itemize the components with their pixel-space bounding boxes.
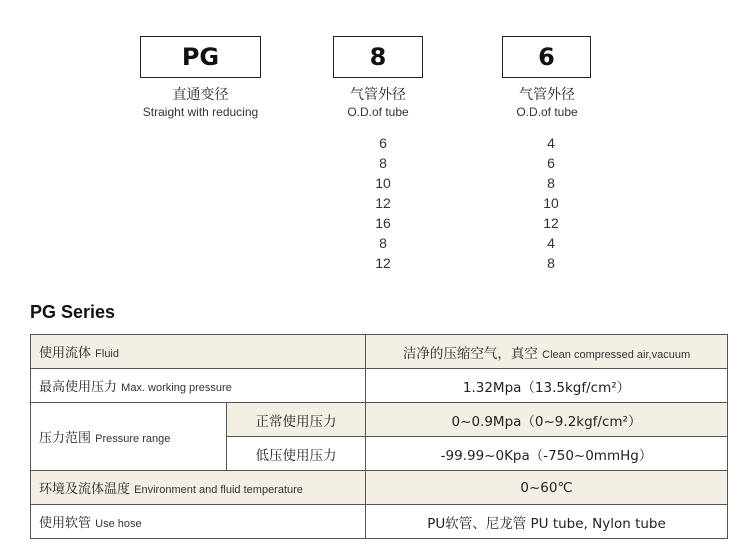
table-row-hose <box>31 505 728 539</box>
size-list-od2 <box>521 133 581 273</box>
code-box-od1 <box>333 36 423 78</box>
size-value: 8 <box>379 155 387 171</box>
temperature-label-cn: 环境及流体温度 <box>39 482 131 497</box>
label-en: O.D.of tube <box>516 105 578 119</box>
fluid-value-cn: 洁净的压缩空气，真空 <box>402 345 538 362</box>
code-box-pg <box>140 36 261 78</box>
label-cn: 气管外径 <box>350 87 406 103</box>
series-title: PG Series <box>30 302 116 322</box>
fluid-label-en: Fluid <box>95 348 119 360</box>
label-cn: 气管外径 <box>519 87 575 103</box>
normal-pressure-label: 正常使用压力 <box>227 403 366 437</box>
max-pressure-label-cn: 最高使用压力 <box>39 380 118 395</box>
table-row-max-pressure <box>31 369 728 403</box>
code-label-od1 <box>318 86 438 120</box>
size-value: 16 <box>375 215 391 231</box>
size-value: 8 <box>379 235 387 251</box>
spec-table <box>30 334 728 539</box>
fluid-label-cn: 使用流体 <box>39 346 92 361</box>
label-en: Straight with reducing <box>142 105 259 119</box>
code-label-od2 <box>487 86 607 120</box>
size-list-od1 <box>353 133 413 273</box>
code-pg: PG <box>181 43 220 71</box>
pressure-range-label-en: Pressure range <box>95 433 171 445</box>
fluid-value <box>366 335 728 369</box>
table-row-temperature <box>31 471 728 505</box>
size-value: 10 <box>543 195 559 211</box>
size-value: 6 <box>379 135 387 151</box>
size-value: 8 <box>547 175 555 191</box>
code-od2: 6 <box>538 43 555 71</box>
hose-value: PU软管、尼龙管 PU tube, Nylon tube <box>366 505 728 539</box>
size-value: 4 <box>547 235 555 251</box>
label-en: O.D.of tube <box>347 105 409 119</box>
code-label-pg <box>120 86 281 120</box>
hose-label <box>31 505 366 539</box>
size-value: 12 <box>375 195 391 211</box>
pressure-range-label-cn: 压力范围 <box>39 431 92 446</box>
max-pressure-label-en: Max. working pressure <box>121 382 232 394</box>
temperature-value: 0~60℃ <box>366 471 728 505</box>
code-box-od2 <box>502 36 591 78</box>
pressure-range-label <box>31 403 227 471</box>
code-od1: 8 <box>369 43 387 71</box>
hose-label-en: Use hose <box>95 518 142 530</box>
size-value: 12 <box>543 215 559 231</box>
size-value: 12 <box>375 255 391 271</box>
size-value: 8 <box>547 255 555 271</box>
size-value: 6 <box>547 155 555 171</box>
low-pressure-label: 低压使用压力 <box>227 437 366 471</box>
fluid-label <box>31 335 366 369</box>
fluid-value-en: Clean compressed air,vacuum <box>542 348 691 361</box>
hose-label-cn: 使用软管 <box>39 516 92 531</box>
label-cn: 直通变径 <box>172 87 229 103</box>
max-pressure-value: 1.32Mpa（13.5kgf/cm²） <box>366 369 728 403</box>
low-pressure-value: -99.99~0Kpa（-750~0mmHg） <box>366 437 728 471</box>
temperature-label <box>31 471 366 505</box>
table-row-fluid <box>31 335 728 369</box>
table-row-pressure-normal <box>31 403 728 437</box>
size-value: 10 <box>375 175 391 191</box>
normal-pressure-value: 0~0.9Mpa（0~9.2kgf/cm²） <box>366 403 728 437</box>
size-value: 4 <box>547 135 555 151</box>
max-pressure-label <box>31 369 366 403</box>
temperature-label-en: Environment and fluid temperature <box>134 484 303 496</box>
